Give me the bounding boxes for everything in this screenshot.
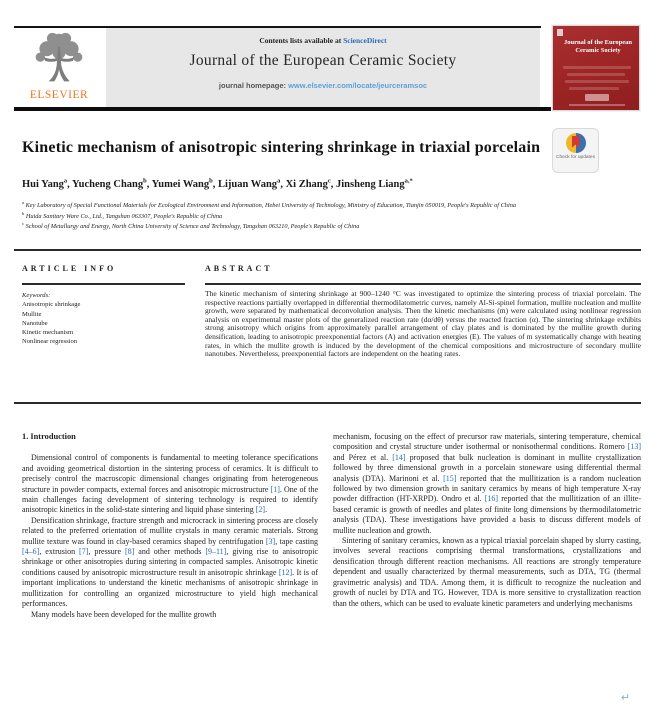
author-name: Lijuan Wang: [218, 178, 278, 190]
left-paragraphs: [22, 453, 318, 620]
journal-header-box: [106, 28, 540, 107]
citation-ref[interactable]: [13]: [627, 442, 641, 452]
check-for-updates-icon: [566, 133, 586, 153]
author: Hui Yang$^a$,: [22, 177, 73, 190]
author-name: Jinsheng Liang: [336, 178, 405, 190]
cover-text-line: [565, 80, 629, 83]
affiliation-text: School of Metallurgy and Energy, North China University of Science and Technology, Tangshan 063210, People's Republic of China: [25, 223, 360, 231]
author-affiliation-sup: b: [143, 177, 147, 184]
keyword-item: Mullite: [22, 310, 42, 318]
cover-foot-line: [569, 104, 625, 106]
citation-ref[interactable]: [2]: [255, 505, 266, 515]
affiliation-line: [22, 220, 622, 231]
affiliation-sup: a: [22, 200, 24, 205]
right-paragraphs: [333, 432, 641, 609]
affiliation-line: [22, 199, 622, 210]
citation-ref[interactable]: [4–6]: [22, 547, 40, 557]
author-name: Hui Yang: [22, 178, 64, 190]
elsevier-wordmark: ELSEVIER: [29, 89, 89, 101]
affiliation-sup: b: [22, 210, 25, 216]
author-affiliation-sup: a: [63, 177, 68, 184]
rule-under-abstract-heading: [205, 283, 641, 285]
keyword-item: Kinetic mechanism: [22, 329, 74, 337]
return-arrow-icon: ↵: [621, 692, 631, 704]
article-info-heading: ARTICLE INFO: [22, 264, 117, 273]
body-paragraph: Many models have been developed for the mullite growth: [31, 609, 217, 619]
journal-cover-thumbnail[interactable]: [552, 25, 640, 111]
rule-under-article-info: [22, 283, 185, 285]
author-affiliation-sup: a: [277, 177, 281, 184]
check-for-updates-label: Check for updates: [556, 155, 595, 160]
affiliation-line: [22, 210, 622, 221]
homepage-prefix: journal homepage:: [218, 81, 289, 90]
body-column-left: [22, 432, 318, 620]
rule-below-abstract: [14, 402, 641, 404]
author-name: Xi Zhang: [285, 178, 328, 190]
cover-title: Journal of the European Ceramic Society: [564, 39, 632, 54]
author: Yumei Wang$^b$,: [151, 177, 219, 190]
cover-publisher-mark: [557, 29, 563, 36]
author: Yucheng Chang$^b$,: [72, 177, 152, 190]
citation-ref[interactable]: [1]: [270, 484, 280, 494]
header-thick-rule: [14, 107, 641, 111]
check-for-updates-badge[interactable]: [552, 128, 599, 173]
cover-text-line: [569, 87, 619, 90]
cover-society-logo: [585, 94, 609, 101]
author: Lijuan Wang$^a$,: [218, 177, 286, 190]
keywords-block: [22, 291, 187, 347]
body-paragraph: Densification shrinkage, fracture strength and microcrack in sintering process are closely related to the preferred orientation of mullite crystals in many ceramic materials. Strong mullite texture was found in clay-based ceramics shaped by centrifugation [3], tape casting [4–6], extrusion [7], pressure [8] and other methods [9–11], giving rise to anisotropic shrinkage or other anisotropies during sintering in compacted samples. Anisotropic kinetic conditions caused by anisotropic microstructure result in anisotropic shrinkage [12]. It is of important implications to understand the kinetic mechanisms of anisotropic shrinkage in mullitization for controlling an organized microstructure to yield high mechanical performances.: [22, 515, 319, 609]
citation-ref[interactable]: [15]: [443, 473, 457, 483]
author-affiliation-sup: c: [327, 177, 331, 184]
cover-text-line: [567, 73, 625, 76]
rule-above-article-info: [14, 249, 641, 251]
author: Xi Zhang$^c$,: [285, 177, 337, 190]
citation-ref[interactable]: [3]: [265, 536, 276, 546]
cover-text-line: [563, 66, 631, 69]
author-name: Yumei Wang: [151, 178, 210, 190]
author-list: [22, 177, 582, 190]
citation-ref[interactable]: [12]: [278, 567, 293, 577]
affiliation-sup: c: [22, 221, 24, 227]
keywords-list: [22, 300, 187, 346]
body-paragraph: mechanism, focusing on the effect of precursor raw materials, sintering temperature, chemical composition and crystal structure under isothermal or nonisothermal conditions. Romero [13] and Pérez et al. [14] proposed that bulk nucleation is dominant in mullite crystallization followed by three dimensional growth in a porcelain stoneware using differential thermal analysis (DTA). Marinoni et al. [15] reported that the mullitization is a random nucleation followed by two dimension growth in sanitary ceramics by means of high temperature X-ray powder diffraction (HT-XRPD). Ondro et al. [16] reported that the mullitization of an illite-based ceramic is growth of needles and plates of finite long dimensions by thermodilatometric analysis (TDA). These investigations have provided a basis to discuss different models of mullite nucleation and growth.: [333, 432, 641, 535]
section-heading-introduction: 1. Introduction: [22, 432, 76, 441]
author: [336, 179, 413, 190]
citation-ref[interactable]: [8]: [124, 547, 135, 557]
affiliation-text: Key Laboratory of Special Functional Materials for Ecological Environment and Information, Hebei University of Technology, Ministry of Education, Tianjin 050019, People's Republic of China: [25, 202, 516, 210]
body-paragraph: Sintering of sanitary ceramics, known as a typical triaxial porcelain shaped by slurry casting, involves several reactions comprising thermal transformations, crystallizations and densification through different reaction mechanisms. All reactions are strongly temperature dependent and usually characterized by thermal measurements, such as DTA, TG (thermal gravimetric analysis) and TDA. Among them, it is difficult to recognize the nucleation and growth of nuclei by DTA and TG. However, TDA is more sensitive to crystallization reaction than the others, which can be used to evaluate kinetic parameters and underlying mechanisms: [333, 536, 641, 608]
citation-ref[interactable]: [14]: [392, 452, 406, 462]
sciencedirect-link[interactable]: ScienceDirect: [343, 36, 387, 45]
contents-line: [106, 36, 540, 45]
elsevier-logo: [16, 30, 102, 108]
keyword-item: Nonlinear regression: [22, 338, 78, 346]
author-affiliation-sup: b: [209, 177, 213, 184]
elsevier-tree-icon: [16, 30, 102, 88]
abstract-text: The kinetic mechanism of sintering shrinkage at 900–1240 °C was investigated to optimize the sintering process of triaxial porcelain. The respective reactions partially overlapped in differential thermodilatometric curves, namely Al-Si-spinel formation, mullite nucleation and mullite growth, were separated by mathematical deconvolution analysis. Then the kinetic mechanisms (m) were calculated using nonlinear regression analysis on experimental master plots of the generalized reaction rate (dα/dθ) versus the reacted fraction (α). The sintering shrinkage exhibits strong anisotropy which origins from approximately parallel arrangement of clay plates and is dominated by the mullite growth during densification, leading to anisotropic preexponential factors (A) and activation energies (E). The values of m systematically change with heating rates, in which the mullite growth is induced by the development of the chemical compositions and microstructure of secondary mullite nanotubes. Nevertheless, preexponential factors are independent on the heating rates.: [205, 289, 641, 359]
citation-ref[interactable]: [7]: [79, 547, 89, 557]
affiliation-text: Huida Sanitary Ware Co., Ltd., Tangshan 063307, People's Republic of China: [25, 212, 223, 220]
citation-ref[interactable]: [9–11]: [205, 547, 227, 557]
affiliation-list: [22, 199, 622, 231]
keyword-item: Anisotropic shrinkage: [22, 301, 81, 309]
bookmark-icon: [572, 136, 580, 148]
page-title: Kinetic mechanism of anisotropic sintering shrinkage in triaxial porcelain: [22, 139, 541, 156]
citation-ref[interactable]: [16]: [484, 494, 499, 504]
author-name: Yucheng Chang: [72, 178, 144, 190]
homepage-url-link[interactable]: www.elsevier.com/locate/jeurceramsoc: [288, 81, 428, 90]
keyword-item: Nanotube: [22, 319, 48, 327]
author-affiliation-sup: a,*: [404, 177, 413, 184]
abstract-heading: ABSTRACT: [205, 264, 273, 273]
journal-title: Journal of the European Ceramic Society: [189, 52, 457, 69]
keywords-label: Keywords:: [22, 292, 51, 299]
body-paragraph: Dimensional control of components is fundamental to meeting tolerance specifications and avoiding geometrical distortion in the sintering process of ceramics. It is difficult to precisely control the macroscopic dimensional changes originating from heterogeneous structure in powder compacts, external forces and anisotropic microstructure [1]. One of the main challenges facing development of sintering technology is required to identify anisotropic kinetics in the solid-state sintering and liquid phase sintering [2].: [22, 453, 319, 515]
body-column-right: [333, 432, 641, 609]
homepage-line: [106, 81, 540, 90]
contents-prefix: Contents lists available at: [259, 36, 344, 45]
